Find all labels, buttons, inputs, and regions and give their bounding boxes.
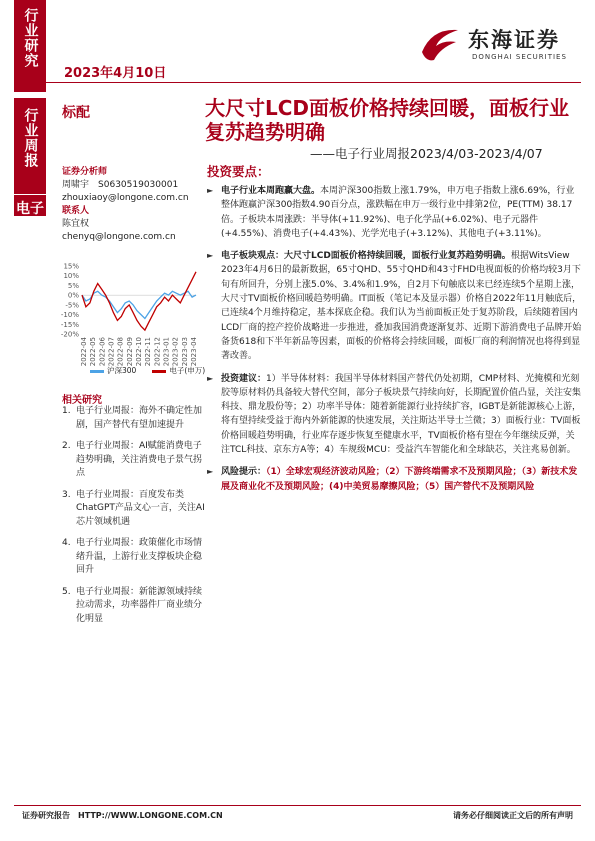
footer-left[interactable]: 证券研究报告 HTTP://WWW.LONGONE.COM.CN xyxy=(22,811,223,820)
analyst-license: S0630519030001 xyxy=(98,180,179,190)
logo-emblem-icon xyxy=(418,22,462,66)
related-item-text: 电子行业周报：海外不确定性加剧，国产替代有望加速提升 xyxy=(76,406,203,430)
legend-swatch-electronics xyxy=(152,370,166,373)
y-tick-label: -10% xyxy=(60,311,79,320)
x-tick-label: 2022-12 xyxy=(153,337,162,367)
legend-item-electronics xyxy=(152,365,205,376)
report-type-label: 行业周报 xyxy=(22,108,39,168)
key-point-lead: 电子板块观点：大尺寸LCD面板价格持续回暖，面板行业复苏趋势明确。 xyxy=(221,251,511,262)
report-subtitle: ——电子行业周报2023/4/03-2023/4/07 xyxy=(310,146,543,161)
y-tick-label: -15% xyxy=(60,320,79,329)
x-tick-label: 2022-05 xyxy=(89,337,98,367)
related-research-list xyxy=(62,405,210,634)
x-tick-label: 2023-03 xyxy=(180,337,189,367)
key-points-body xyxy=(207,184,583,502)
related-item[interactable] xyxy=(62,489,210,530)
key-point-lead: 投资建议： xyxy=(221,373,267,384)
y-tick-label: 5% xyxy=(67,281,79,290)
key-point-risk xyxy=(207,465,583,494)
contact-email[interactable]: chenyq@longone.com.cn xyxy=(62,232,176,242)
related-item-number: 5. xyxy=(62,586,71,597)
header-divider xyxy=(14,82,581,83)
report-date: 2023年4月10日 xyxy=(64,66,167,81)
x-tick-label: 2023-01 xyxy=(162,337,171,367)
key-point-text: 本周沪深300指数上涨1.79%，申万电子指数上涨6.69%，行业整体跑赢沪深300指数4.90百分点，涨跌幅在申万一级行业中排第2位，PE(TTM) 38.17倍。子板块本周涨跌：半导体(+11.92%)、电子化学品(+6.02%)、电子元器件(+4.55%)、消费电子(+4.43%)、光学光电子(+3.12%)、其他电子(+3.11%)。 xyxy=(221,186,575,239)
analyst-block xyxy=(62,166,189,244)
bullet-arrow-icon: ► xyxy=(207,373,214,383)
contact-name: 陈宜权 xyxy=(62,219,90,229)
legend-label-electronics: 电子(申万) xyxy=(169,366,206,375)
report-title: 大尺寸LCD面板价格持续回暖，面板行业复苏趋势明确 xyxy=(205,96,570,144)
x-tick-label: 2022-06 xyxy=(98,337,107,367)
key-point-advice xyxy=(207,372,583,458)
y-tick-label: 15% xyxy=(63,262,79,271)
logo-english-name: DONGHAI SECURITIES xyxy=(472,53,567,61)
x-tick-label: 2022-07 xyxy=(107,337,116,367)
related-item-text: 电子行业周报：新能源领域持续拉动需求，功率器件厂商业绩分化明显 xyxy=(76,586,203,624)
key-point-lead: 电子行业本周跑赢大盘。 xyxy=(221,186,321,196)
x-tick-label: 2022-08 xyxy=(116,337,125,367)
band-divider xyxy=(14,194,46,195)
logo-chinese-name: 东海证券 xyxy=(468,27,560,52)
category-band xyxy=(14,0,46,92)
related-item[interactable] xyxy=(62,405,210,432)
key-point-text: 根据WitsView 2023年4月6日的最新数据，65寸QHD、55寸QHD和43寸FHD电视面板的价格均较3月下旬有所回升，分别上涨5.0%、3.4%和1.9%，自2月下旬触底以来已经连续5个星期上涨，大尺寸TV面板价格回暖趋势明确。IT面板（笔记本及显示器）价格自2022年11月触底后，已连续4个月维持稳定，基本探底企稳。我们认为当前面板正处于复苏阶段，后续随着国内LCD厂商的控产控价战略进一步推进，叠加我国消费逐渐复苏、近期下游消费电子品牌开始备货618和下半年新品等因素，面板的价格将会持续回暖，面板厂商的利润情况也将得到显著改善。 xyxy=(221,251,582,362)
related-item-number: 3. xyxy=(62,489,71,500)
related-item-number: 2. xyxy=(62,441,71,451)
x-tick-label: 2022-04 xyxy=(80,337,88,367)
y-tick-label: -20% xyxy=(60,330,79,339)
key-point-view xyxy=(207,249,583,363)
related-item-text: 电子行业周报：AI赋能消费电子趋势明确，关注消费电子景气拐点 xyxy=(76,441,203,478)
key-points-heading: 投资要点： xyxy=(207,164,270,179)
analyst-label: 证券分析师 xyxy=(62,167,108,177)
key-point-market xyxy=(207,184,583,241)
x-tick-label: 2023-04 xyxy=(190,337,198,367)
x-tick-label: 2022-10 xyxy=(135,337,143,367)
footer-divider xyxy=(14,805,581,806)
analyst-name-line xyxy=(62,179,189,192)
related-item[interactable] xyxy=(62,586,210,627)
related-item-number: 4. xyxy=(62,538,71,548)
x-tick-label: 2023-02 xyxy=(171,337,180,367)
y-tick-label: 0% xyxy=(67,291,79,300)
report-type-band xyxy=(14,98,46,216)
key-point-lead: 风险提示： xyxy=(221,467,267,478)
legend-label-hs300: 沪深300 xyxy=(107,366,137,375)
legend-item-hs300 xyxy=(90,365,136,376)
bullet-arrow-icon: ► xyxy=(207,186,214,195)
performance-chart xyxy=(56,260,201,380)
contact-label: 联系人 xyxy=(62,206,90,216)
analyst-name: 周啸宇 xyxy=(62,180,90,190)
category-label: 行业研究 xyxy=(22,8,39,68)
bullet-arrow-icon: ► xyxy=(207,467,214,477)
y-tick-label: -5% xyxy=(65,301,79,310)
y-tick-label: 10% xyxy=(63,272,79,281)
related-item-text: 电子行业周报：政策催化市场情绪升温，上游行业支撑板块企稳回升 xyxy=(76,538,203,575)
industry-label: 电子 xyxy=(16,201,44,217)
related-item-number: 1. xyxy=(62,406,71,416)
related-item[interactable] xyxy=(62,440,210,481)
chart-legend xyxy=(90,365,205,376)
rating: 标配 xyxy=(62,105,90,121)
related-item-text: 电子行业周报：百度发布类ChatGPT产品文心一言，关注AI芯片领域机遇 xyxy=(76,489,205,527)
key-point-text: 1）半导体材料：我国半导体材料国产替代仍处初期，CMP材料、光掩模和光刻胶等原材料仍具备较大替代空间，部分子板块景气持续向好，长期配置价值凸显，关注安集科技、鼎龙股份等；2）功率半导体：随着新能源行业持续扩容，IGBT是新能源核心上游，将有望持续受益于海内外新能源的快速发展，关注斯达半导士兰微；3）面板行业：TV面板价格回暖趋势明确，行业库存逐步恢复至健康水平，TV面板价格有望在今年继续反弹，关注TCL科技、京东方A等；4）车规级MCU：受益汽车智能化和全球缺芯，关注兆易创新。 xyxy=(221,373,582,456)
analyst-email[interactable]: zhouxiaoy@longone.com.cn xyxy=(62,193,189,203)
bullet-arrow-icon: ► xyxy=(207,251,214,261)
key-point-text: （1）全球宏观经济波动风险；（2）下游终端需求不及预期风险；（3）新技术发展及商业化不及预期风险；(4)中美贸易摩擦风险；（5）国产替代不及预期风险 xyxy=(221,467,578,492)
related-research-heading: 相关研究 xyxy=(62,395,102,406)
related-item[interactable] xyxy=(62,537,210,578)
x-tick-label: 2022-11 xyxy=(144,337,153,367)
series-line-electronics xyxy=(82,272,196,330)
x-tick-label: 2022-09 xyxy=(125,337,134,367)
company-logo xyxy=(418,20,578,70)
footer-disclaimer: 请务必仔细阅读正文后的所有声明 xyxy=(453,811,573,820)
legend-swatch-hs300 xyxy=(90,370,104,373)
